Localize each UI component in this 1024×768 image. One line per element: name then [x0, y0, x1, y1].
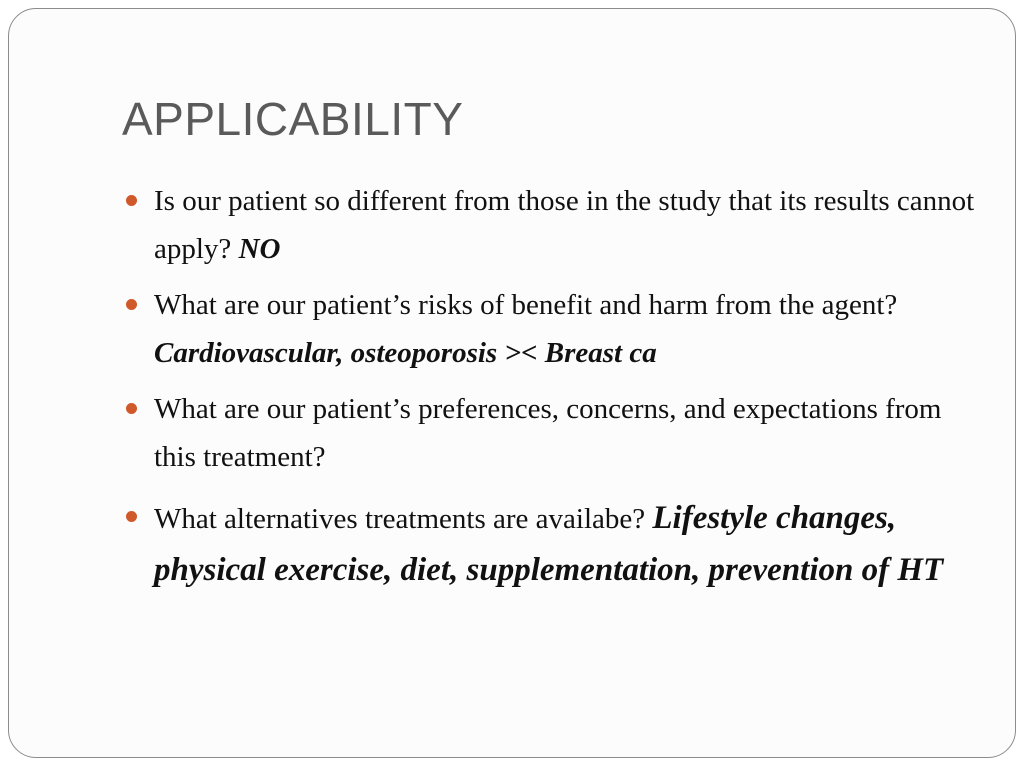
bullet-dot-icon: [126, 299, 137, 310]
bullet-text: Is our patient so different from those in the study that its results cannot apply?: [154, 185, 975, 265]
bullet-text: What are our patient’s preferences, concerns, and expectations from this treatment?: [154, 393, 942, 473]
bullet-answer: NO: [238, 233, 281, 265]
bullet-item-4: [122, 493, 982, 597]
bullet-answer: Cardiovascular, osteoporosis >< Breast ca: [154, 337, 657, 369]
bullet-list: [122, 177, 982, 605]
bullet-text: What alternatives treatments are availabe?: [154, 503, 653, 535]
bullet-text: What are our patient’s risks of benefit and harm from the agent?: [154, 289, 898, 321]
slide-frame: [8, 8, 1016, 758]
bullet-item-2: [122, 281, 982, 377]
bullet-dot-icon: [126, 195, 137, 206]
bullet-item-3: [122, 385, 982, 481]
bullet-answer: Lifestyle changes, physical exercise, diet, supplementation, prevention of HT: [154, 500, 944, 588]
bullet-dot-icon: [126, 511, 137, 522]
bullet-item-1: [122, 177, 982, 273]
slide-title: APPLICABILITY: [122, 93, 464, 145]
bullet-dot-icon: [126, 403, 137, 414]
